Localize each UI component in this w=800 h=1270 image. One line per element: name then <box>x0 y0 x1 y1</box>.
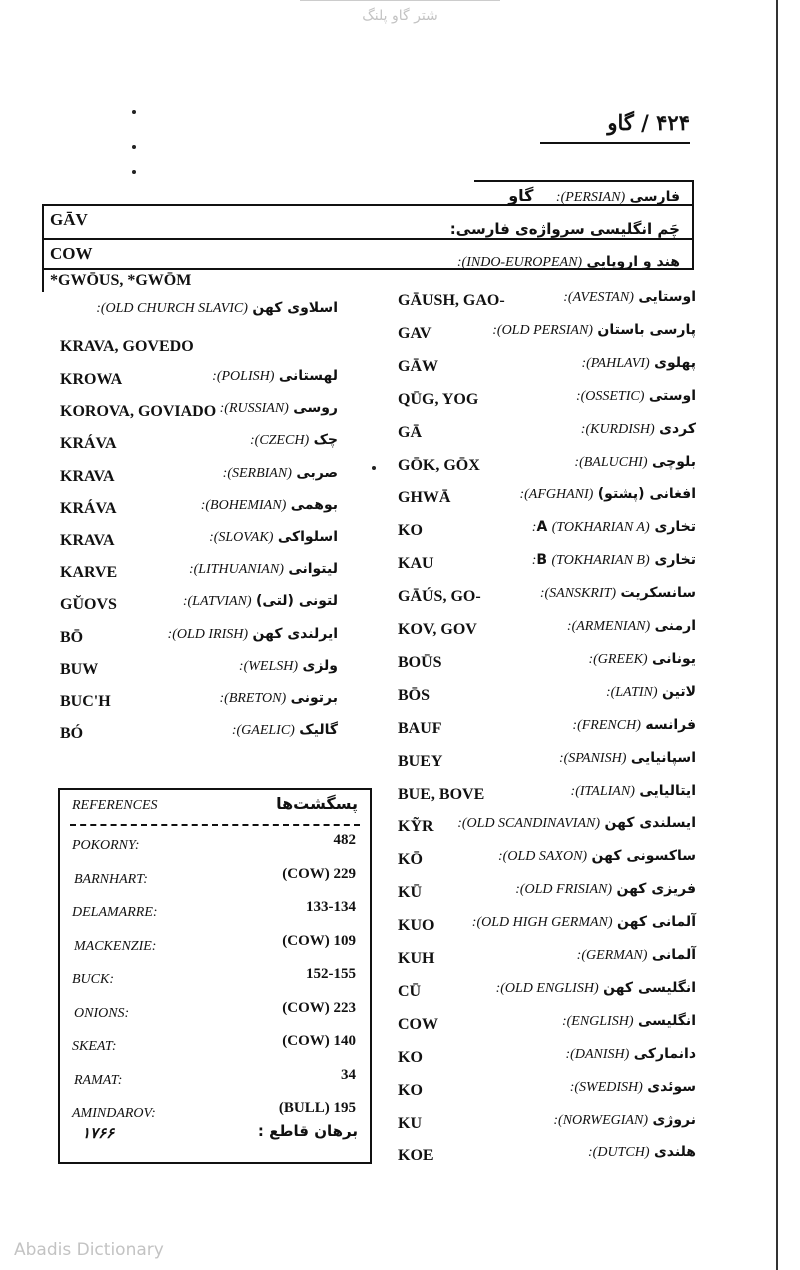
reference-name: BARNHART: <box>74 871 148 887</box>
persian-word: گاو <box>508 186 534 205</box>
ie-label: هند و اروپایی (INDO-EUROPEAN): <box>456 254 680 270</box>
cognate-word: CŪ <box>398 982 422 1000</box>
language-label <box>168 626 338 643</box>
language-label <box>553 1112 696 1129</box>
references-title-fa: پسگشت‌ها <box>276 794 358 813</box>
cognate-word: KO <box>398 1081 423 1099</box>
cognate-word: KO <box>398 522 423 540</box>
language-name-en: (GERMAN): <box>576 948 648 963</box>
cognate-word: KU <box>398 1114 422 1132</box>
cognate-word: KOV, GOV <box>398 621 477 638</box>
language-name-en: (SPANISH): <box>558 750 627 766</box>
language-name-fa: چک <box>313 432 338 449</box>
language-label <box>201 497 338 514</box>
language-name-en: (OSSETIC): <box>575 388 645 404</box>
cognate-word: GĀ <box>398 423 422 441</box>
language-label <box>212 368 338 385</box>
language-label <box>574 454 696 471</box>
language-label <box>250 432 338 449</box>
language-name-fa: آلمانی <box>651 947 696 963</box>
language-label <box>540 585 696 602</box>
language-label <box>588 1144 696 1161</box>
language-label <box>220 400 338 417</box>
language-name-en: (OLD FRISIAN): <box>515 882 613 898</box>
language-name-en: (BALUCHI): <box>574 454 648 470</box>
cognate-word: KŪ <box>398 884 422 902</box>
language-label <box>562 1013 696 1030</box>
language-name-en: (AFGHANI): <box>519 487 594 503</box>
language-name-en: (OLD HIGH GERMAN): <box>471 915 613 931</box>
cognate-word: KUO <box>398 917 435 935</box>
cognate-word: KŌ <box>398 851 423 869</box>
language-name-fa: بلوچی <box>651 453 696 470</box>
language-label <box>571 783 696 800</box>
reference-value: (BULL) 195 <box>278 1100 356 1116</box>
language-label <box>532 552 696 569</box>
language-label <box>576 388 696 405</box>
language-name-en: (DUTCH): <box>588 1145 650 1161</box>
language-name-en: (GAELIC): <box>231 723 295 739</box>
reference-value: (COW) 109 <box>282 932 356 949</box>
language-name-fa: لتونی (لتی) <box>256 593 338 610</box>
language-name-en: (OLD IRISH): <box>167 626 249 642</box>
language-name-fa: تخاری B <box>536 552 696 569</box>
cognate-word: KRAVA <box>60 467 115 485</box>
top-divider <box>300 0 500 1</box>
language-name-fa: روسی <box>293 400 338 417</box>
cognate-word: BUEY <box>398 752 443 770</box>
language-name-fa: لیتوانی <box>288 561 338 578</box>
cognate-word: KUH <box>398 950 435 967</box>
language-name-fa: هلندی <box>653 1144 696 1161</box>
language-label <box>567 618 696 635</box>
language-label <box>563 289 696 306</box>
language-name-en: (TOKHARIAN B): <box>531 553 650 569</box>
english-cognate: COW <box>50 244 93 263</box>
language-label <box>457 815 696 832</box>
language-name-fa: اسلاوی کهن <box>252 300 338 316</box>
language-name-en: (OLD CHURCH SLAVIC): <box>96 301 248 316</box>
cognate-word: BÓ <box>60 725 84 743</box>
cognate-word: BOŪS <box>398 653 442 671</box>
cognate-word: QŪG, YOG <box>398 390 479 408</box>
cognate-word: COW <box>398 1015 438 1033</box>
language-name-fa: لاتین <box>662 683 696 700</box>
cognate-word: KRÁVA <box>60 435 117 453</box>
reference-name: MACKENZIE: <box>74 938 157 954</box>
cognate-word: GĀÚS, GO- <box>398 588 481 606</box>
ie-root: *GWŌUS, *GWŌM <box>50 272 192 289</box>
references-box <box>58 788 372 1164</box>
cognate-word: KOE <box>398 1147 434 1165</box>
page-right-edge <box>776 0 778 1270</box>
cognate-word: KRAVA <box>60 532 115 549</box>
language-name-fa: برتونی <box>290 690 338 706</box>
language-name-fa: تخاری A <box>536 519 696 536</box>
language-label <box>223 465 338 482</box>
language-name-fa: ولزی <box>302 657 338 674</box>
reference-value: 482 <box>333 832 356 848</box>
language-name-fa: پارسی باستان <box>597 321 696 338</box>
language-label <box>239 658 338 675</box>
language-name-en: (PAHLAVI): <box>581 355 650 371</box>
language-name-en: (RUSSIAN): <box>219 401 289 417</box>
cognate-word: GĀW <box>398 357 438 375</box>
language-label <box>498 848 696 865</box>
language-name-fa: ساکسونی کهن <box>591 848 696 865</box>
references-title-en: REFERENCES <box>72 798 158 813</box>
reference-value: (COW) 223 <box>282 999 356 1016</box>
cognate-word: KỸR <box>398 818 434 836</box>
language-name-en: (SERBIAN): <box>222 465 292 481</box>
language-label <box>532 519 696 536</box>
speck <box>372 466 376 470</box>
language-name-fa: اوستی <box>648 387 696 404</box>
language-name-fa: ایرلندی کهن <box>252 625 338 642</box>
language-name-en: (SLOVAK): <box>209 530 274 545</box>
burhan-value: ۱۷۶۶ <box>82 1124 115 1142</box>
language-name-en: (BRETON): <box>219 691 287 706</box>
language-label <box>183 593 338 610</box>
language-name-en: (SANSKRIT): <box>539 586 617 602</box>
cognate-word: GAV <box>398 324 432 342</box>
cognate-word: GŬOVS <box>60 596 117 614</box>
language-name-fa: سانسکریت <box>620 585 696 602</box>
language-name-en: (ITALIAN): <box>570 783 635 799</box>
burhan-label: برهان قاطع : <box>257 1122 358 1140</box>
language-name-fa: اسپانیایی <box>630 749 696 766</box>
language-name-en: (GREEK): <box>588 651 648 667</box>
cognate-word: KROWA <box>60 371 123 388</box>
language-name-fa: افغانی (پشتو) <box>597 486 696 503</box>
language-name-en: (ENGLISH): <box>561 1013 634 1029</box>
header-underline <box>540 142 690 144</box>
reference-name: ONIONS: <box>74 1005 130 1021</box>
language-label <box>232 722 338 739</box>
cognate-word: KARVE <box>60 564 118 582</box>
language-label <box>519 486 696 503</box>
language-label <box>572 717 696 734</box>
transliteration: GĀV <box>50 210 88 229</box>
cognate-word: KO <box>398 1048 423 1066</box>
language-name-en: (NORWEGIAN): <box>553 1112 648 1128</box>
language-name-fa: ارمنی <box>654 618 696 634</box>
top-caption: شتر گاو پلنگ <box>362 8 438 24</box>
language-name-en: (OLD ENGLISH): <box>495 980 599 996</box>
language-name-en: (OLD SAXON): <box>498 849 588 865</box>
language-name-en: (CZECH): <box>249 433 310 449</box>
page-header <box>540 110 690 142</box>
cognate-word: BUW <box>60 660 99 678</box>
watermark: Abadis Dictionary <box>14 1240 164 1260</box>
language-name-fa: فرانسه <box>645 716 696 733</box>
language-label <box>96 300 338 317</box>
language-name-fa: انگلیسی <box>637 1012 696 1029</box>
header-title: گاو <box>607 110 634 135</box>
language-name-en: (DANISH): <box>565 1046 630 1062</box>
language-name-fa: آلمانی کهن <box>617 914 696 931</box>
cognate-word: KRÁVA <box>60 499 117 517</box>
language-name-fa: نروژی <box>652 1111 696 1128</box>
cognate-word: KAU <box>398 555 434 573</box>
language-name-en: (AVESTAN): <box>563 290 634 305</box>
language-name-fa: اوستایی <box>638 289 696 305</box>
language-name-en: (OLD PERSIAN): <box>492 322 593 338</box>
reference-value: 152-155 <box>306 966 356 982</box>
language-label <box>588 651 696 668</box>
language-name-fa: صربی <box>296 464 338 481</box>
language-label <box>606 684 696 701</box>
reference-name: POKORNY: <box>72 838 140 853</box>
cognate-word: BŌS <box>398 686 431 704</box>
language-name-en: (LITHUANIAN): <box>188 562 284 578</box>
language-name-fa: فریزی کهن <box>616 881 696 898</box>
language-name-en: (LATVIAN): <box>182 594 252 610</box>
language-name-fa: پهلوی <box>654 354 696 371</box>
language-name-fa: یونانی <box>652 650 696 667</box>
language-label <box>472 914 696 931</box>
language-label <box>496 980 696 997</box>
cognate-word: BAUF <box>398 719 442 737</box>
language-name-en: (LATIN): <box>605 684 658 700</box>
language-name-fa: سوئدی <box>647 1078 696 1095</box>
reference-value: 133-134 <box>306 899 356 915</box>
language-name-fa: اسلواکی <box>277 529 338 545</box>
references-divider <box>70 824 360 826</box>
language-name-en: (POLISH): <box>212 369 275 384</box>
reference-name: AMINDAROV: <box>72 1106 156 1121</box>
language-name-en: (ARMENIAN): <box>566 619 651 634</box>
cognate-word: GŌK, GŌX <box>398 456 480 474</box>
reference-name: BUCK: <box>72 972 114 987</box>
reference-name: RAMAT: <box>74 1072 123 1088</box>
language-name-en: (WELSH): <box>238 658 299 674</box>
language-label <box>492 322 696 339</box>
language-name-en: (SWEDISH): <box>569 1079 643 1095</box>
language-name-fa: ایسلندی کهن <box>604 815 696 832</box>
language-name-fa: دانمارکی <box>633 1045 696 1062</box>
language-label <box>581 421 696 438</box>
cognate-word: GHWĀ <box>398 489 451 507</box>
language-name-fa: گالیک <box>299 722 338 739</box>
persian-label: فارسی (PERSIAN): گاو <box>508 186 680 205</box>
reference-value: 34 <box>341 1066 356 1083</box>
speck <box>132 170 136 174</box>
header-separator: / <box>641 110 649 135</box>
cognate-word: BŌ <box>60 628 84 646</box>
cognate-word: BUC'H <box>60 693 111 710</box>
language-label <box>515 881 696 898</box>
language-label <box>189 561 338 578</box>
language-label <box>577 947 696 964</box>
language-label <box>219 690 338 707</box>
language-label <box>566 1046 696 1063</box>
language-label <box>570 1079 696 1096</box>
english-cognate-label: چَم انگلیسی سرواژه‌ی فارسی: <box>449 220 680 238</box>
entry-header-box <box>42 180 694 292</box>
language-label <box>559 750 696 767</box>
reference-name: DELAMARRE: <box>72 905 158 920</box>
page-number: ۴۲۴ <box>656 110 690 135</box>
cognate-word: KRAVA, GOVEDO <box>60 338 194 355</box>
language-name-fa: کردی <box>659 420 696 437</box>
language-name-fa: بوهمی <box>290 496 338 513</box>
language-name-en: (KURDISH): <box>580 421 655 437</box>
reference-value: (COW) 140 <box>282 1033 356 1049</box>
speck <box>132 145 136 149</box>
reference-name: SKEAT: <box>72 1039 117 1054</box>
language-name-en: (BOHEMIAN): <box>200 497 287 513</box>
speck <box>132 110 136 114</box>
reference-value: (COW) 229 <box>282 865 356 882</box>
language-name-en: (OLD SCANDINAVIAN): <box>457 816 601 832</box>
cognate-word: KOROVA, GOVIADO <box>60 403 217 421</box>
language-name-en: (FRENCH): <box>572 717 641 733</box>
language-name-en: (TOKHARIAN A): <box>531 520 650 536</box>
language-label <box>209 529 338 546</box>
language-name-fa: ایتالیایی <box>639 782 696 799</box>
cognate-word: BUE, BOVE <box>398 785 485 803</box>
language-name-fa: لهستانی <box>278 368 338 384</box>
language-label <box>581 355 696 372</box>
language-name-fa: انگلیسی کهن <box>603 979 696 996</box>
cognate-word: GĀUSH, GAO- <box>398 292 505 309</box>
